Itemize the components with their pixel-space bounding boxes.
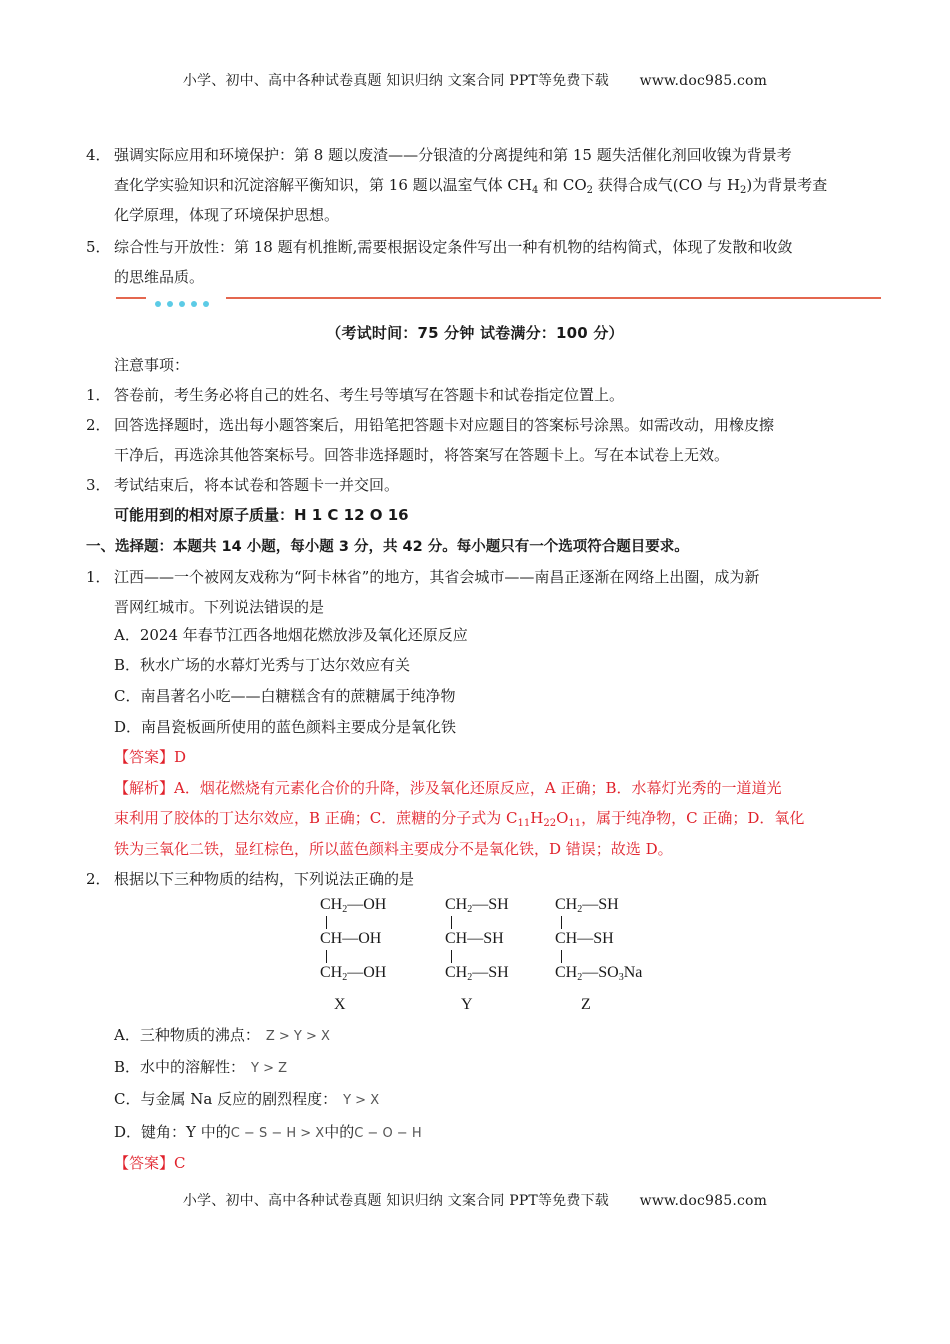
notice-item-3: 3． 考试结束后，将本试卷和答题卡一并交回。 bbox=[86, 476, 400, 494]
exam-info: （考试时间：75 分钟 试卷满分：100 分） bbox=[326, 324, 624, 342]
intro-item-4-line3: 化学原理，体现了环境保护思想。 bbox=[114, 206, 340, 224]
structure-y-label: Y bbox=[461, 996, 473, 1013]
intro-item-5: 5． 综合性与开放性：第 18 题有机推断,需要根据设定条件写出一种有机物的结构简式，体现了发散和收敛 bbox=[86, 238, 793, 256]
question-1-stem: 1． 江西——一个被网友戏称为“阿卡林省”的地方，其省会城市——南昌正逐渐在网络上出圈，成为新 bbox=[86, 568, 760, 586]
question-1-analysis-line3: 铁为三氧化二铁，显红棕色，所以蓝色颜料主要成分不是氧化铁，D 错误；故选 D。 bbox=[114, 840, 673, 858]
structure-z: $CH_2—SH$ CH—SH $CH_2—SO_3Na$ Z bbox=[555, 896, 643, 1013]
question-1-answer: 【答案】D bbox=[114, 748, 187, 766]
structure-y: $CH_2—SH$ CH—SH $CH_2—SH$ Y bbox=[445, 896, 509, 1013]
question-1-option-b: B．秋水广场的水幕灯光秀与丁达尔效应有关 bbox=[114, 656, 411, 674]
question-1-option-a: A．2024 年春节江西各地烟花燃放涉及氧化还原反应 bbox=[114, 626, 468, 644]
footer-text: 小学、初中、高中各种试卷真题 知识归纳 文案合同 PPT等免费下载 bbox=[182, 1193, 609, 1209]
question-1-analysis-line1: 【解析】A．烟花燃烧有元素化合价的升降，涉及氧化还原反应，A 正确；B．水幕灯光秀的一道道光 bbox=[114, 779, 782, 797]
question-1-analysis-line2: 束利用了胶体的丁达尔效应，B 正确；C．蔗糖的分子式为 $C_{11}H_{22}O_{11}$，属于纯净物，C 正确；D．氧化 bbox=[114, 809, 805, 829]
structure-x: $CH_2—OH$ CH—OH $CH_2—OH$ X bbox=[320, 896, 387, 1013]
notice-title: 注意事项： bbox=[114, 356, 190, 374]
question-2-stem: 2． 根据以下三种物质的结构，下列说法正确的是 bbox=[86, 870, 415, 888]
question-2-answer: 【答案】C bbox=[114, 1154, 186, 1172]
header-text: 小学、初中、高中各种试卷真题 知识归纳 文案合同 PPT等免费下载 bbox=[182, 73, 609, 89]
footer-site-link[interactable]: www.doc985.com bbox=[639, 1193, 768, 1209]
question-2-option-a: A．三种物质的沸点： Z > Y > X bbox=[114, 1026, 330, 1044]
divider-right bbox=[226, 297, 881, 299]
intro-item-4: 4． 强调实际应用和环境保护：第 8 题以废渣——分银渣的分离提纯和第 15 题失活催化剂回收镍为背景考 bbox=[86, 146, 792, 164]
question-1-option-d: D．南昌瓷板画所使用的蓝色颜料主要成分是氧化铁 bbox=[114, 718, 457, 736]
notice-item-1: 1． 答卷前，考生务必将自己的姓名、考生号等填写在答题卡和试卷指定位置上。 bbox=[86, 386, 625, 404]
page-header bbox=[0, 70, 950, 90]
question-2-option-b: B．水中的溶解性： Y > Z bbox=[114, 1058, 288, 1076]
divider-dots bbox=[155, 293, 215, 311]
question-2-option-d: D．键角：Y 中的C − S − H > X中的C − O − H bbox=[114, 1123, 422, 1141]
section-title: 一、选择题：本题共 14 小题，每小题 3 分，共 42 分。每小题只有一个选项符合题目要求。 bbox=[86, 539, 689, 555]
question-2-option-c: C．与金属 Na 反应的剧烈程度： Y > X bbox=[114, 1090, 380, 1108]
notice-item-2: 2． 回答选择题时，选出每小题答案后，用铅笔把答题卡对应题目的答案标号涂黑。如需改动，用橡皮擦 bbox=[86, 416, 775, 434]
page-footer bbox=[0, 1190, 950, 1210]
structure-z-label: Z bbox=[581, 996, 591, 1013]
structure-x-label: X bbox=[334, 996, 346, 1013]
intro-item-5-line2: 的思维品质。 bbox=[114, 268, 205, 286]
notice-item-2-line2: 干净后，再选涂其他答案标号。回答非选择题时，将答案写在答题卡上。写在本试卷上无效。 bbox=[114, 446, 730, 464]
divider-left bbox=[116, 297, 146, 299]
question-1-stem-line2: 晋网红城市。下列说法错误的是 bbox=[114, 598, 325, 616]
question-1-option-c: C．南昌著名小吃——白糖糕含有的蔗糖属于纯净物 bbox=[114, 687, 456, 705]
intro-item-4-line2: 查化学实验知识和沉淀溶解平衡知识，第 16 题以温室气体 $CH_4$ 和 $CO_2$ 获得合成气(CO 与 $H_2$)为背景考查 bbox=[114, 176, 828, 196]
atomic-mass: 可能用到的相对原子质量：H 1 C 12 O 16 bbox=[114, 506, 409, 524]
header-site-link[interactable]: www.doc985.com bbox=[639, 73, 768, 89]
